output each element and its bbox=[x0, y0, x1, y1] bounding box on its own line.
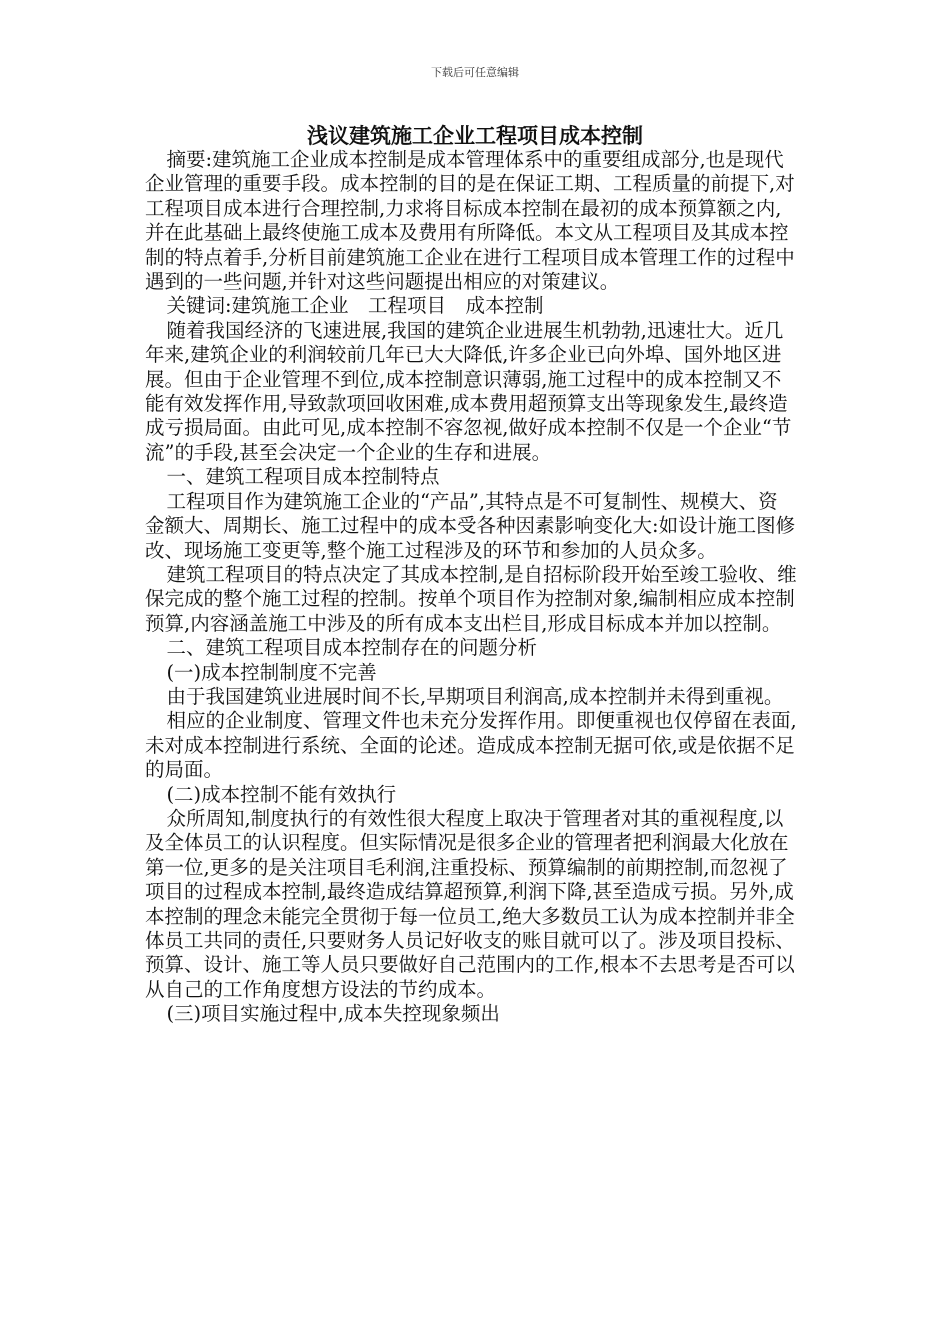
keywords-line: 关键词:建筑施工企业 工程项目 成本控制 bbox=[166, 294, 544, 318]
subsection-heading: (二)成本控制不能有效执行 bbox=[166, 782, 397, 806]
body-paragraph: 建筑工程项目的特点决定了其成本控制,是自招标阶段开始至竣工验收、维保完成的整个施工过程的控制。按单个项目作为控制对象,编制相应成本控制预算,内容涵盖施工中涉及的所有成本支出栏目,形成目标成本并加以控制。 bbox=[145, 562, 797, 635]
page-header-note: 下载后可任意编辑 bbox=[431, 66, 519, 79]
abstract-paragraph: 摘要:建筑施工企业成本控制是成本管理体系中的重要组成部分,也是现代企业管理的重要手段。成本控制的目的是在保证工期、工程质量的前提下,对工程项目成本进行合理控制,力求将目标成本控制在最初的成本预算额之内,并在此基础上最终使施工成本及费用有所降低。本文从工程项目及其成本控制的特点着手,分析目前建筑施工企业在进行工程项目成本管理工作的过程中遇到的一些问题,并针对这些问题提出相应的对策建议。 bbox=[145, 148, 795, 294]
body-paragraph: 随着我国经济的飞速进展,我国的建筑企业进展生机勃勃,迅速壮大。近几年来,建筑企业的利润较前几年已大大降低,许多企业已向外埠、国外地区进展。但由于企业管理不到位,成本控制意识薄弱,施工过程中的成本控制又不能有效发挥作用,导致款项回收困难,成本费用超预算支出等现象发生,最终造成亏损局面。由此可见,成本控制不容忽视,做好成本控制不仅是一个企业“节流”的手段,甚至会决定一个企业的生存和进展。 bbox=[145, 318, 792, 464]
subsection-heading: (三)项目实施过程中,成本失控现象频出 bbox=[166, 1002, 500, 1026]
body-paragraph: 众所周知,制度执行的有效性很大程度上取决于管理者对其的重视程度,以及全体员工的认识程度。但实际情况是很多企业的管理者把利润最大化放在第一位,更多的是关注项目毛利润,注重投标、预算编制的前期控制,而忽视了项目的过程成本控制,最终造成结算超预算,利润下降,甚至造成亏损。另外,成本控制的理念未能完全贯彻于每一位员工,绝大多数员工认为成本控制并非全体员工共同的责任,只要财务人员记好收支的账目就可以了。涉及项目投标、预算、设计、施工等人员只要做好自己范围内的工作,根本不去思考是否可以从自己的工作角度想方设法的节约成本。 bbox=[145, 806, 795, 1001]
subsection-heading: (一)成本控制制度不完善 bbox=[166, 660, 377, 684]
section-heading: 一、建筑工程项目成本控制特点 bbox=[166, 465, 440, 489]
body-paragraph: 工程项目作为建筑施工企业的“产品”,其特点是不可复制性、规模大、资金额大、周期长、施工过程中的成本受各种因素影响变化大:如设计施工图修改、现场施工变更等,整个施工过程涉及的环节和参加的人员众多。 bbox=[145, 489, 796, 562]
body-paragraph: 由于我国建筑业进展时间不长,早期项目利润高,成本控制并未得到重视。 bbox=[166, 684, 784, 708]
body-paragraph: 相应的企业制度、管理文件也未充分发挥作用。即便重视也仅停留在表面,未对成本控制进行系统、全面的论述。造成成本控制无据可依,或是依据不足的局面。 bbox=[145, 709, 797, 782]
article-title: 浅议建筑施工企业工程项目成本控制 bbox=[307, 123, 643, 148]
section-heading: 二、建筑工程项目成本控制存在的问题分析 bbox=[166, 636, 537, 660]
article-body bbox=[145, 148, 797, 1027]
